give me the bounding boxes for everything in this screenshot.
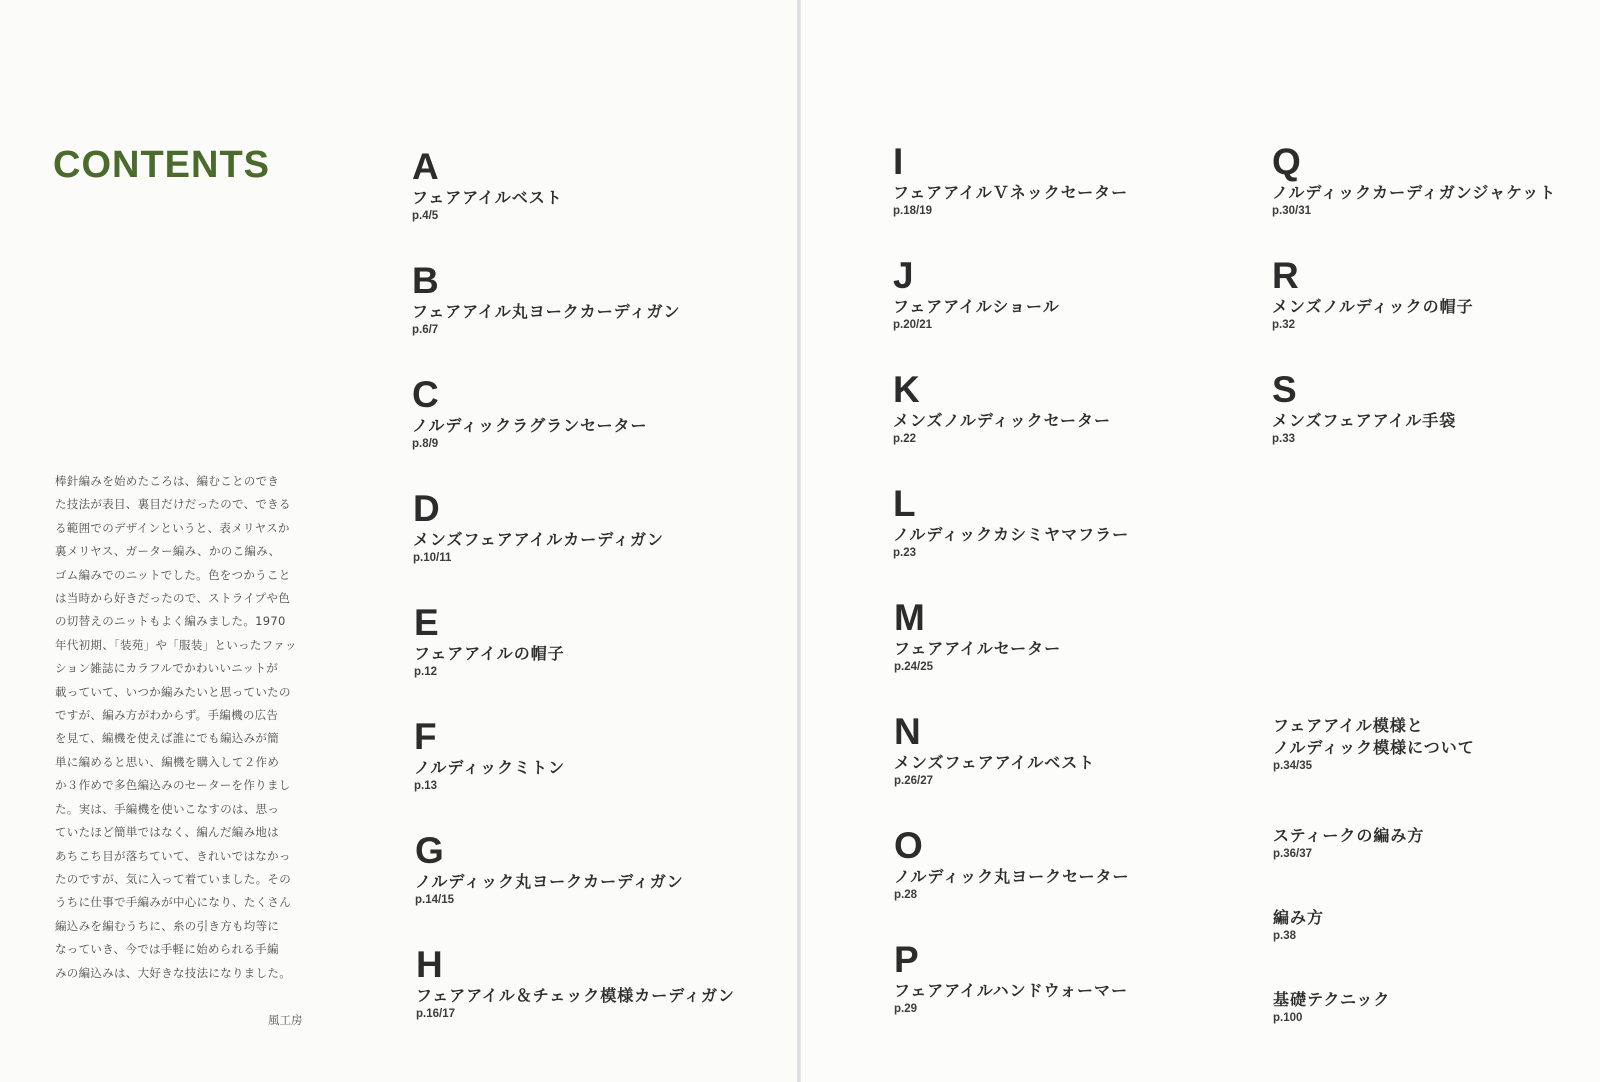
entry-title: 基礎テクニック — [1273, 990, 1391, 1009]
entry-letter: I — [893, 141, 904, 182]
entry-letter: J — [893, 255, 914, 296]
entry-page-number: p.23 — [893, 547, 917, 559]
contents-entry-l[interactable] — [893, 483, 1253, 560]
entry-page-number: p.4/5 — [412, 210, 439, 222]
contents-entry-q[interactable] — [1272, 141, 1592, 218]
contents-entry-i[interactable] — [893, 141, 1253, 218]
entry-page-number: p.10/11 — [413, 552, 452, 564]
entry-title: ノルディックラグランセーター — [412, 416, 648, 435]
entry-page-number: p.18/19 — [893, 205, 932, 217]
contents-entry-s[interactable] — [1272, 369, 1592, 446]
contents-entry-f[interactable] — [414, 716, 774, 793]
entry-title: ノルディックカシミヤマフラー — [893, 525, 1130, 544]
entry-title: メンズノルディックの帽子 — [1272, 297, 1474, 316]
entry-letter: O — [894, 825, 923, 866]
contents-entry-n[interactable] — [894, 711, 1254, 788]
contents-entry-k[interactable] — [893, 369, 1253, 446]
entry-page-number: p.20/21 — [893, 319, 932, 331]
entry-page-number: p.32 — [1272, 319, 1296, 331]
entry-title: フェアアイルベスト — [412, 188, 563, 207]
book-gutter — [797, 0, 801, 1082]
entry-letter: N — [894, 711, 921, 752]
entry-title: フェアアイル丸ヨークカーディガン — [412, 302, 681, 321]
contents-entry-h[interactable] — [416, 944, 796, 1021]
contents-entry-j[interactable] — [893, 255, 1253, 332]
contents-entry-p[interactable] — [894, 939, 1254, 1016]
entry-letter: R — [1272, 255, 1299, 296]
entry-title: フェアアイルセーター — [894, 639, 1062, 658]
entry-page-number: p.24/25 — [894, 661, 933, 673]
contents-entry-b[interactable] — [412, 260, 772, 337]
entry-page-number: p.34/35 — [1273, 760, 1312, 772]
entry-title: フェアアイルＶネックセーター — [893, 183, 1129, 202]
entry-page-number: p.14/15 — [415, 894, 454, 906]
entry-letter: D — [413, 488, 440, 529]
entry-letter: P — [894, 939, 919, 980]
entry-title: ノルディック丸ヨークカーディガン — [415, 872, 684, 891]
entry-letter: K — [893, 369, 920, 410]
entry-letter: F — [414, 716, 437, 757]
entry-letter: G — [415, 830, 444, 871]
contents-extra-steek[interactable] — [1273, 822, 1593, 861]
entry-title: メンズフェアアイル手袋 — [1272, 411, 1457, 430]
entry-title: スティークの編み方 — [1273, 826, 1425, 845]
entry-letter: C — [412, 374, 439, 415]
contents-extra-instructions[interactable] — [1273, 904, 1593, 943]
entry-page-number: p.26/27 — [894, 775, 933, 787]
entry-letter: B — [412, 260, 439, 301]
entry-letter: Q — [1272, 141, 1301, 182]
entry-page-number: p.13 — [414, 780, 438, 792]
page-title: CONTENTS — [53, 144, 270, 186]
contents-extra-techniques[interactable] — [1273, 986, 1593, 1025]
entry-letter: M — [894, 597, 925, 638]
entry-letter: E — [414, 602, 439, 643]
entry-page-number: p.6/7 — [412, 324, 439, 336]
contents-entry-d[interactable] — [413, 488, 773, 565]
entry-title: フェアアイルショール — [893, 297, 1060, 316]
entry-title: メンズノルディックセーター — [893, 411, 1111, 430]
entry-title: ノルディックミトン — [414, 758, 566, 777]
entry-title: フェアアイルの帽子 — [414, 644, 565, 663]
contents-entry-g[interactable] — [415, 830, 775, 907]
entry-title: フェアアイルハンドウォーマー — [894, 981, 1129, 1000]
entry-letter: A — [412, 146, 439, 187]
contents-entry-e[interactable] — [414, 602, 774, 679]
entry-title: メンズフェアアイルカーディガン — [413, 530, 665, 549]
contents-extra-patterns[interactable] — [1273, 712, 1593, 773]
entry-title: メンズフェアアイルベスト — [894, 753, 1096, 772]
entry-page-number: p.36/37 — [1273, 848, 1312, 860]
entry-page-number: p.33 — [1272, 433, 1296, 445]
entry-title: ノルディック丸ヨークセーター — [894, 867, 1130, 886]
entry-page-number: p.38 — [1273, 930, 1297, 942]
entry-page-number: p.100 — [1273, 1012, 1303, 1024]
contents-entry-r[interactable] — [1272, 255, 1592, 332]
intro-signature: 風工房 — [268, 1013, 303, 1027]
entry-page-number: p.30/31 — [1272, 205, 1311, 217]
entry-title: 編み方 — [1273, 908, 1325, 927]
contents-entry-c[interactable] — [412, 374, 772, 451]
entry-page-number: p.8/9 — [412, 438, 439, 450]
entry-page-number: p.22 — [893, 433, 917, 445]
entry-title: ノルディックカーディガンジャケット — [1272, 183, 1557, 202]
entry-page-number: p.28 — [894, 889, 918, 901]
entry-letter: S — [1272, 369, 1297, 410]
intro-paragraph: 棒針編みを始めたころは、編むことのでき た技法が表目、裏目だけだったので、できる る範囲でのデザインというと、表メリヤスか 裏メリヤス、ガーター編み、かのこ編み、 ゴム編みでのニットでした。色をつかうこと は当時から好きだったので、ストライプや色 の切替えのニットもよく編みました。1970 年代初期、「装苑」や「服装」といったファッ ション雑誌にカラフルでかわいいニットが 載っていて、いつか編みたいと思っていたの ですが、編み方がわからず。手編機の広告 を見て、編機を使えば誰にでも編込みが簡 単に編めると思い、編機を購入して２作め か３作めで多色編込みのセーターを作りまし た。実は、手編機を使いこなすのは、思っ ていたほど簡単ではなく、編んだ編み地は あちこち目が落ちていて、きれいではなかっ たのですが、気に入って着ていました。その うちに仕事で手編みが中心になり、たくさん 編込みを編むうちに、糸の引き方も均等に なっていき、今では手軽に始められる手編 みの編込みは、大好きな技法になりました。 — [55, 474, 297, 980]
contents-entry-a[interactable] — [412, 146, 772, 223]
contents-entry-o[interactable] — [894, 825, 1254, 902]
entry-title: フェアアイル模様と ノルディック模様について — [1273, 716, 1475, 757]
entry-letter: H — [416, 944, 443, 985]
entry-title: フェアアイル＆チェック模様カーディガン — [416, 986, 736, 1005]
contents-entry-m[interactable] — [894, 597, 1254, 674]
entry-letter: L — [893, 483, 916, 524]
entry-page-number: p.12 — [414, 666, 438, 678]
entry-page-number: p.29 — [894, 1003, 918, 1015]
entry-page-number: p.16/17 — [416, 1008, 455, 1020]
